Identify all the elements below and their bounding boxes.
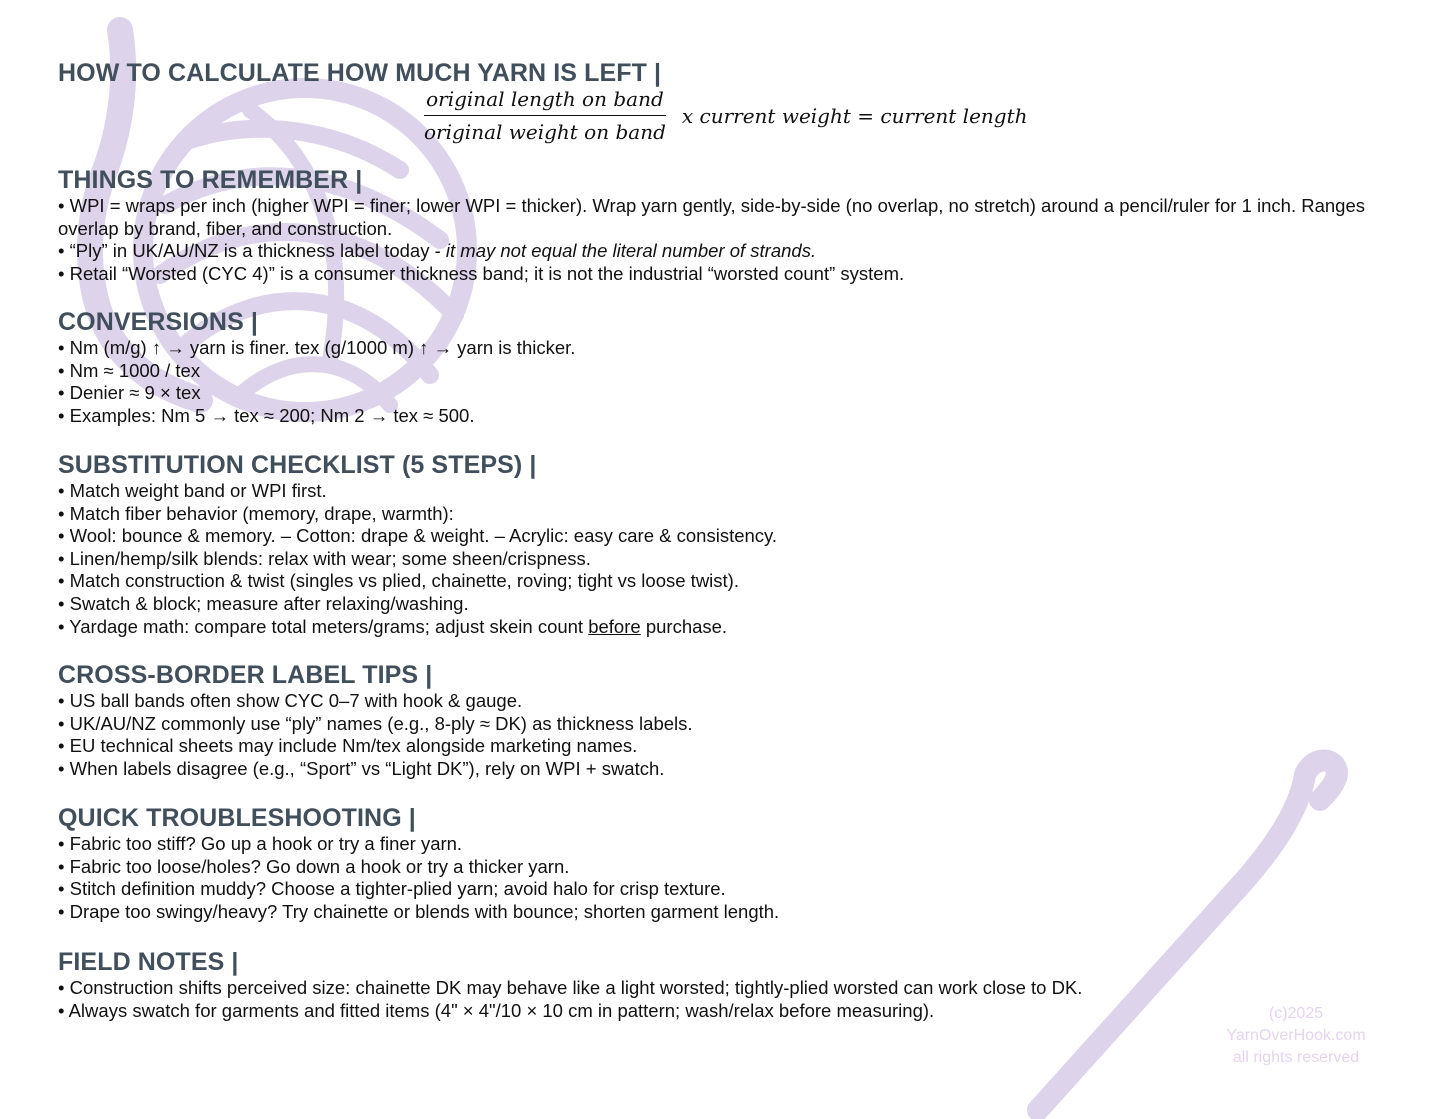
checklist-item (58, 616, 777, 639)
checklist-item-text: • Yardage math: compare total meters/grams; adjust skein count (58, 615, 589, 637)
section-remember (58, 165, 1378, 285)
checklist-item: • Match fiber behavior (memory, drape, warmth): (58, 502, 454, 524)
copyright-year: (c)2025 (1268, 1005, 1324, 1022)
section-heading-remember: THINGS TO REMEMBER | (58, 166, 363, 194)
troubleshooting-line: • Fabric too stiff? Go up a hook or try a finer yarn. (58, 833, 463, 854)
checklist-item: • Match weight band or WPI first. (58, 480, 327, 501)
section-heading-substitution: SUBSTITUTION CHECKLIST (5 STEPS) | (58, 451, 537, 479)
conversion-line: • Examples: Nm 5 → tex ≈ 200; Nm 2 → tex ≈ 500. (58, 404, 475, 426)
section-conversions (58, 307, 575, 427)
copyright-rights: all rights reserved (1232, 1049, 1360, 1066)
checklist-item: • Linen/hemp/silk blends: relax with wear; some sheen/crispness. (58, 547, 591, 569)
section-heading-conversions: CONVERSIONS | (58, 308, 258, 336)
section-heading-cross-border: CROSS-BORDER LABEL TIPS | (58, 661, 433, 689)
remember-line-text: • “Ply” in UK/AU/NZ is a thickness label today - (58, 240, 446, 262)
remember-line-italic: it may not equal the literal number of strands. (445, 240, 817, 262)
tip-line: • US ball bands often show CYC 0–7 with hook & gauge. (58, 690, 523, 711)
section-heading-troubleshooting: QUICK TROUBLESHOOTING | (58, 804, 416, 832)
section-troubleshooting (58, 803, 779, 923)
tip-line: • UK/AU/NZ commonly use “ply” names (e.g., 8-ply ≈ DK) as thickness labels. (58, 712, 693, 734)
checklist-item: • Match construction & twist (singles vs plied, chainette, roving; tight vs loose twist). (58, 570, 739, 592)
remember-line (58, 240, 1378, 263)
formula-numerator: original length on band (424, 86, 666, 116)
section-field-notes (58, 947, 1082, 1022)
conversion-line: • Nm ≈ 1000 / tex (58, 359, 201, 381)
checklist-item-text: purchase. (640, 615, 728, 637)
troubleshooting-line: • Drape too swingy/heavy? Try chainette or blends with bounce; shorten garment length. (58, 900, 780, 922)
conversion-line: • Nm (m/g) ↑ → yarn is finer. tex (g/1000 m) ↑ → yarn is thicker. (58, 337, 576, 358)
tip-line: • When labels disagree (e.g., “Sport” vs “Light DK”), rely on WPI + swatch. (58, 757, 665, 779)
field-note-line: • Construction shifts perceived size: chainette DK may behave like a light worsted; tightly-plied worsted can work close to DK. (58, 977, 1083, 998)
checklist-item-underlined: before (588, 615, 641, 637)
conversion-line: • Denier ≈ 9 × tex (58, 382, 201, 404)
checklist-item: • Wool: bounce & memory. – Cotton: drape & weight. – Acrylic: easy care & consistency. (58, 525, 778, 547)
troubleshooting-line: • Fabric too loose/holes? Go down a hook or try a thicker yarn. (58, 855, 570, 877)
tip-line: • EU technical sheets may include Nm/tex alongside marketing names. (58, 735, 638, 757)
formula-fraction (422, 86, 668, 145)
troubleshooting-line: • Stitch definition muddy? Choose a tighter-plied yarn; avoid halo for crisp texture. (58, 878, 726, 900)
page-title: HOW TO CALCULATE HOW MUCH YARN IS LEFT | (58, 59, 662, 87)
copyright-site: YarnOverHook.com (1226, 1027, 1366, 1044)
formula-rest: x current weight = current length (681, 103, 1028, 128)
remember-line: • WPI = wraps per inch (higher WPI = finer; lower WPI = thicker). Wrap yarn gently, side-by-side (no overlap, no stretch) around a pencil/ruler for 1 inch. Ranges overlap by brand, fiber, and construction. (58, 195, 1365, 239)
formula-denominator: original weight on band (424, 120, 666, 144)
copyright-notice (1196, 1003, 1396, 1069)
section-heading-field-notes: FIELD NOTES | (58, 948, 239, 976)
remember-line: • Retail “Worsted (CYC 4)” is a consumer thickness band; it is not the industrial “worsted count” system. (58, 262, 905, 284)
section-substitution (58, 450, 777, 638)
checklist-item: • Swatch & block; measure after relaxing/washing. (58, 592, 469, 614)
field-note-line: • Always swatch for garments and fitted items (4" × 4"/10 × 10 cm in pattern; wash/relax before measuring). (58, 999, 935, 1021)
yarn-formula (422, 86, 1028, 145)
section-cross-border (58, 660, 693, 780)
